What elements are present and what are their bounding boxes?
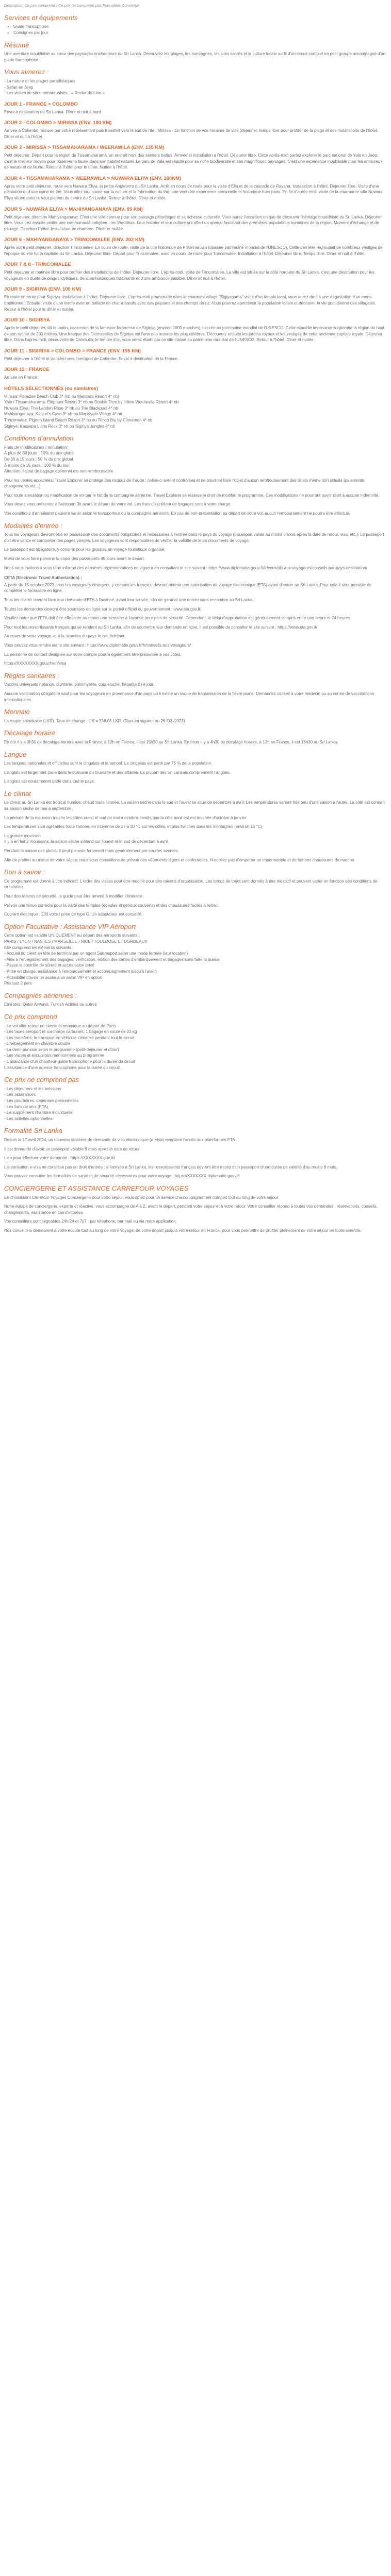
comprend-extra: L'assistance d'une agence francophone pour la durée du circuit. [4, 1065, 121, 1070]
day-title: JOUR 1 - FRANCE > COLOMBO [4, 101, 78, 107]
vous-aimerez-title: Vous aimerez : [4, 68, 49, 76]
concierge-text: Notre équipe de conciergerie, experte et réactive, vous accompagne de A à Z, avant le départ, pendant votre séjour et à votre retour. Votre conseiller répond à toutes vos demandes : réservations, conseils, changements, assistance en cas d'imprévu. [4, 1204, 378, 1215]
option-item: - Accueil du client en tête de terminal par un agent Sabresport selon une mode fermée (leur location) [4, 951, 188, 956]
bon-a-savoir-text: Courant électrique : 230 volts / prise de type G. Un adaptateur est conseillé. [4, 912, 143, 917]
eta-text: La personne de contact désignée sur votre compte pourra également être présentée à vos côtés. [4, 652, 182, 657]
eta-text: Pour tout les ressortissants français qui se rendent au Sri Lanka, afin de soumettre leur demande en ligne, il est possible de consulter le site suivant : https://www.eta.gov.lk [4, 624, 317, 630]
climat-text: Les températures sont agréables toute l'année, en moyenne de 27 à 30 °C sur les côtes, et plus fraîches dans les montagnes (environ 15 °C). [4, 824, 264, 829]
eta-text: Tous les clients devront faire leur demande d'ETA à l'avance, avant leur arrivée, afin de garantir une entrée sans encombre au Sri Lanka. [4, 598, 254, 602]
comprend-item: - Les transferts, le transport en véhicule climatisé pendant tout le circuit [4, 1035, 135, 1040]
hotel-line: Yala / Tissamaharama: Elephant Resort 3* nb ou Double Tree by Hilton Weerawila Resort 4* nb [4, 400, 179, 405]
ne-comprend-item: - Les assurances [4, 1092, 36, 1097]
ne-comprend-item: - Les frais de visa (ETA) [4, 1104, 48, 1109]
langue-title: Langue [4, 750, 27, 758]
day-text: Petit déjeuner et matinée libre pour profiter des installations de l'hôtel. Déjeuner libre. L'après-midi, visite de Trincomalee. La ville est située sur la côte nord-est du Sri Lanka, c'est une destination pour les voyageurs en quête de plages idylliques, de sites historiques fascinants et d'une ambiance paisible. Dîner et nuit à l'hôtel. [4, 270, 374, 281]
formalite-text: Il est demandé d'avoir un passeport valable 6 mois après la date de retour. [4, 1146, 141, 1151]
day-text: Après votre petit déjeuner, route vers Nuwara Eliya, la petite Angleterre du Sri Lanka. Arrêt en cours de route pour la visite d'Ella et de la cascade de Ravana. Installation à l'hôtel. Déjeuner libre. Visite d'une plantation et d'une usine de thé. Vous allez tout savoir sur la culture et la fabrication du thé, une véritable expérience sensorielle et historique hors pairs. En fin d'après-midi, visite de la charmante ville Nuwara Eliya située dans le haut plateau du centre du Sri Lanka. Retour à l'hôtel. Dîner et nuitée. [4, 183, 383, 201]
concierge-text: En choisissant Carrefour Voyages Conciergerie pour votre séjour, vous optez pour un service d'accompagnement complet tout au long de votre séjour. [4, 1195, 279, 1200]
compagnies-text: Emirates, Qatar Airways, Turkish Airlines ou autres [4, 1002, 97, 1007]
services-list [4, 24, 386, 36]
conditions-text: Vos conditions d'annulation peuvent varier selon le transporteur ou la compagnie aérienne. En cas de non-présentation au départ de votre vol, aucun remboursement ne pourra être effectué. [4, 511, 350, 516]
hotel-line: Mirissa: Paradise Beach Club 3* (nb ou Mandara Resort 4* nb) [4, 394, 119, 399]
comprend-item: - L'hébergement en chambre double [4, 1041, 71, 1046]
ne-comprend-title: Ce prix ne comprend pas [4, 1076, 79, 1084]
concierge-title: CONCIERGERIE ET ASSISTANCE CARREFOUR VOYAGES [4, 1184, 189, 1192]
day-text: Petit déjeuner à l'hôtel et transfert vers l'aéroport de Colombo. Envol à destination de la France. [4, 356, 179, 361]
climat-text: Le climat au Sri Lanka est tropical humide, chaud toute l'année. La saison sèche dans le sud et l'ouest se situe de décembre à avril. Les températures varient très peu d'une saison à l'autre. La côte est connaît sa saison sèche de mai à septembre. [4, 800, 385, 811]
day-text: Arrivée en France. [4, 375, 38, 380]
sanitaires-title: Règles sanitaires : [4, 671, 59, 680]
eta-text: Au cours de votre voyage, et à la situation du pays le cas échéant. [4, 634, 126, 639]
eta-text: À partir du 15 octobre 2023, tous les voyageurs étrangers, y compris les français, devront obtenir une autorisation de voyage électronique (ETA) avant d'entrer au Sri Lanka. Pour cela il sera possible de compléter le formulaire en ligne. [4, 582, 372, 594]
day-title: JOUR 2 - COLOMBO > MIRISSA (ENV. 180 KM) [4, 120, 112, 126]
conditions-text: Pour toute annulation ou modification de vol par le fait de la compagnie aérienne, Travel Explorer se réserve le droit de modifier le programme. Ces modifications ne pourront ouvrir droit à aucune indemnité. [4, 493, 380, 498]
conditions-line: Frais de modifications / annulation: [4, 445, 68, 450]
climat-text: La grande mousson [4, 833, 41, 838]
monnaie-text: La roupie srilankaise (LKR). Taux de change : 1 € = 336.05 LKR. (Taux en vigueur au 26 /03 /2023) [4, 718, 185, 723]
formalite-text: Vous pouvez consulter les formalités de santé et de sécurité nécessaires pour votre voyage : https://XXXXXXX.diplomatie.gouv.fr [4, 1174, 240, 1179]
concierge-text: Nos conseillers demeurent à votre écoute tout au long de votre voyage, de votre départ jusqu'à votre retour en France, pour vous permettre de profiter pleinement de votre séjour en toute sérénité. [4, 1228, 362, 1233]
day-title: JOUR 4 - TISSAMAHARAMA > WEERAWILA > NUWARA ELIYA (ENV. 180KM) [4, 176, 182, 181]
bon-a-savoir-text: Ce programme est donné à titre indicatif. L'ordre des visites peut être modifié pour des raisons d'organisation. Les temps de trajet sont donnés à titre indicatif et peuvent varier en fonction des conditions de circulation. [4, 878, 378, 890]
conditions-text: Pour les ventes acceptées, Travel Explorer se protège des risques de fraude ; celles-ci seront contrôlées et ne pourront faire l'objet d'aucun remboursement des billets même non utilisés (paiements, changements etc...). [4, 478, 365, 489]
eta-text: Toutes les demandes devront être soumises en ligne sur le portail officiel du gouvernement : www.eta.gov.lk [4, 606, 201, 612]
day-text: En route en route pour Sigiriya. Installation à l'hôtel. Déjeuner libre. L'après-midi promenade dans le charmant village "Sigiyagama" visite d'un temple local, vous aurez droit à une dégustation d'un menu traditionnel. Ensuite, visite d'une ferme avec un ballade en char à bœufs avec des paysans et des champs de riz. Vous pourrez apercevoir la population locale et découvrir la vie quotidienne des villageois. Retour à l'hôtel pour le dîner et nuitée. [4, 295, 377, 312]
formalite-text: L'autorisation e-visa ne constitue pas un droit d'entrée : à l'arrivée à Sri Lanka, les ressortissants français devront être munis d'un passeport d'une durée de validité d'au moins 6 mois. [4, 1164, 337, 1170]
page [0, 0, 391, 1242]
conditions-line: De 30 à 15 jours : 50 % du prix global [4, 456, 73, 462]
option-text: Cette option est valable UNIQUEMENT au départ des aéroports suivants : [4, 933, 140, 938]
conditions-line: À plus de 30 jours : 10% du prix global [4, 451, 75, 456]
day-text: Après le petit déjeuner, tôt le matin, ascension de la fameuse forteresse de Sigiriya (environ 1000 marches) classée au patrimoine mondial de l'UNESCO. Cette citadelle imposante surplombe la région du haut de son rocher de 200 mètres. Une fresque des Demoiselles de Sigiriya est l'une des œuvres les plus célèbres. Découvrez ensuite les jardins royaux et les vestiges de cette ancienne capitale royale. Déjeuner libre. Dans l'après-midi, découverte de Dambulla, le temple d'or, vous serez ébahi par ce site classé au patrimoine mondial de l'UNESCO. Retour à l'hôtel. Dîner et nuitée. [4, 325, 385, 343]
modalites-text: Nous vous invitons à vous tenir informé des dernières réglementations en vigueur en consultant le site suivant : https://www.diplomatie.gouv.fr/fr/conseils-aux-voyageurs/conseils-par-pays-destination/ [4, 565, 367, 570]
conditions-line: À moins de 15 jours : 100 % du tour [4, 463, 70, 468]
monnaie-title: Monnaie [4, 708, 30, 716]
day-title: JOUR 5 - NUWARA ELIYA > MAHIYANGANAYA (ENV. 95 KM) [4, 206, 143, 212]
option-price: Prix tout 2 pers [4, 981, 32, 986]
day-title: JOUR 9 - SIGIRIYA (ENV. 100 KM) [4, 286, 82, 293]
climat-text: Afin de profiter au mieux de votre séjour, nous vous conseillons de prévoir des vêtements légers et confortables. N'oubliez pas d'emporter un imperméable et de bonnes chaussures de marche. [4, 857, 355, 862]
decalage-text: En été il y a 3h30 de décalage horaire avec la France, à 12h en France, il est 15h30 au Sri Lanka. En hiver il y a 4h30 de décalage horaire, à 12h en France, il est 16h30 au Sri Lanka. [4, 739, 338, 744]
bon-a-savoir-text: Prévoir une tenue correcte pour la visite des temples (épaules et genoux couverts) et des chaussures faciles à retirer. [4, 903, 219, 908]
modalites-title: Modalités d'entrée : [4, 521, 63, 530]
vous-aimerez-item: - La nature et les plages paradisiaques [4, 79, 75, 84]
comprend-item: - L'assistance d'un chauffeur-guide francophone pour la durée du circuit [4, 1059, 135, 1064]
day-title: JOUR 3 - MIRISSA > TISSAMAHARAMA / WEERAWILA (ENV. 135 KM) [4, 145, 165, 151]
comprend-item: - La demi-pension selon le programme (petit-déjeuner et dîner) [4, 1047, 119, 1052]
day-title: JOUR 11 - SIGIRIYA > COLOMBO > FRANCE (ENV. 155 KM) [4, 348, 141, 354]
modalites-text: Tous les voyageurs devront être en possession des documents obligatoires et nécessaires à l'entrée dans le pays du voyage (passeport valide au moins 6 mois après la date de retour, visa, etc.). Le passeport doit être valide et comporter des pages vierges. Les voyageurs sont responsables de vérifier la validité de leurs documents de voyage. [4, 532, 384, 543]
hotel-line: Sigiriya: Kassapa Lions Rock 3* nb ou Sigiriya Jungles 4* nb [4, 423, 115, 429]
modalites-text: Le passeport est obligatoire, y compris pour les groupes en voyage touristique organisé. [4, 547, 166, 552]
hotel-line: Mahiyanganaya: Kassel's Casa 3* nb ou Mapitiyala Village 4* nb [4, 412, 122, 417]
day-title: JOUR 12 : FRANCE [4, 367, 50, 373]
day-text: Arrivée à Colombo, accueil par votre représentant puis transfert vers le sud de l'île : Mirissa - En fonction de vos horaires de vols (déjeuner, temps libre pour profiter de la plage et des installations de l'hôtel. Dîner et nuit à l'hôtel. [4, 128, 378, 139]
option-item: - Aide à l'enregistrement des bagages, vérification, édition des cartes d'embarquement et bagages sans faire la queue [4, 957, 220, 962]
climat-text: Il y a en fait 2 moussons, la saison sèche s'étend sur l'ouest et le sud de décembre à avril. [4, 839, 169, 844]
comprend-item: - Les taxes aéroport et surcharge carburant, 1 bagage en soute de 23 kg [4, 1029, 137, 1035]
formalite-title: Formalité Sri Lanka [4, 1127, 62, 1135]
option-text: PARIS / LYON / NANTES / MARSEILLE / NICE / TOULOUSE ET BORDEAUX [4, 939, 148, 944]
conditions-line: Attention, l'ajout de bagage optionnel est non remboursable. [4, 469, 115, 474]
day-text: Petit déjeuner. Départ pour la région de Tissamaharama, un endroit hors des sentiers battus. Arrivée et installation à l'hôtel. Déjeuner libre. Cette après-midi partez explorer le parc national de Yala en Jeep, c'est le meilleur moyen pour observer la faune dans son habitat naturel. Le parc de Yala est réputé pour sa riche biodiversité et ses magnifiques paysages. C'est une expérience inoubliable pour les amoureux de nature et de faune. Retour à l'hôtel pour le dîner. Nuitée à l'hôtel. [4, 153, 383, 170]
day-text: Après votre petit déjeuner, direction Trincomalee. En cours de route, visite de la cité historique de Polonnaruwa (classée patrimoine mondial de l'UNESCO). Cette dernière regroupait de nombreux vestiges de l'époque où elle fut la capitale du Sri Lanka. Déjeuner libre. Départ pour Trincomalee, avec en cours de route pour Trincomalee. Installation à l'hôtel. Déjeuner libre. Temps libre. Dîner et nuit à l'hôtel. [4, 245, 383, 256]
list-item: • Consignes par jour [13, 30, 386, 36]
climat-text: La période de la mousson touche les côtes ouest et sud de mai à octobre, tandis que la côte nord-est est touchée d'octobre à janvier. [4, 815, 248, 820]
concierge-text: Vos conseillers sont joignables 24h/24 et 7j/7 : par téléphone, par mail ou via notre application. [4, 1219, 177, 1224]
ne-comprend-item: - Les pourboires, dépenses personnelles [4, 1098, 79, 1104]
option-item: - Prise en charge, assistance à l'embarquement et accompagnement jusqu'à l'avion [4, 969, 157, 974]
day-text: Petit déjeuner, direction Mahiyanganaya. C'est une ville connue pour son passage pittoresque et sa richesse culturelle. Vous aurez l'occasion unique de découvrir l'héritage bouddhiste du Sri Lanka. Déjeuner libre. Vous irez ensuite visiter une communauté indigène : les Weddhas. Leur histoire et leur culture ont offert un aperçu fascinant des premières populations humaines de la région. Moment d'échange et de partage. Direction l'hôtel. Installation en chambre. Dîner et nuitée. [4, 214, 382, 231]
climat-text: Pendant la saison des pluies, il peut pleuvoir fortement mais généralement par courtes averses. [4, 849, 179, 854]
eta-text: https://XXXXXXXX.gouv.fr/en/visa [4, 661, 67, 666]
day-title: JOUR 6 - MAHIYANGANAYA > TRINCOMALEE (ENV. 202 KM) [4, 237, 144, 243]
bon-a-savoir-title: Bon à savoir : [4, 868, 45, 876]
vous-aimerez-item: - Les visites de sites remarquables : « Roche du Lion » [4, 91, 105, 96]
hotels-title: HÔTELS SÉLECTIONNÉS (ou similaires) [4, 385, 99, 392]
option-title: Option Facultative : Assistance VIP Aéroport [4, 922, 136, 930]
eta-text: Vous pouvez vous rendre sur le site suivant : https://www.diplomatie.gouv.fr/fr/conseils-aux-voyageurs/ [4, 642, 191, 648]
eta-text: Veuillez noter que l'ETA doit être effectuée au moins une semaine à l'avance pour plus de sécurité. Cependant, le délai d'approbation est généralement compris entre une heure et 24 heures. [4, 616, 351, 621]
comprend-item: - Le vol aller-retour en classe économique au départ de Paris [4, 1023, 116, 1028]
comprend-title: Ce prix comprend [4, 1012, 57, 1021]
ne-comprend-item: - Les activités optionnelles [4, 1116, 53, 1121]
ne-comprend-item: - Le supplément chambre individuelle [4, 1110, 73, 1115]
formalite-text: Depuis le 17 avril 2024, un nouveau système de demande de visa électronique (e-Visa) remplace l'accès aux plateformes ETA. [4, 1138, 236, 1142]
day-title: JOUR 10 - SIGIRIYA [4, 317, 50, 324]
conditions-title: Conditions d'annulation [4, 434, 74, 443]
ne-comprend-item: - Les déjeuners et les boissons [4, 1086, 61, 1091]
modalites-text: Merci de vous faire parvenir la copie des passeports 45 jours avant le départ. [4, 556, 145, 562]
resume-text: Une aventure inoubliable au cœur des paysages enchanteurs du Sri Lanka. Découvrez les plages, les montagnes, les sites sacrés et la culture locale au fil d'un circuit complet en petit groupe accompagné d'un guide francophone. [4, 52, 386, 62]
formalite-text: Lien pour effectuer votre demande : https://XXXXXXX.gov.lk/ [4, 1156, 115, 1161]
list-item: • Guide francophone [13, 24, 386, 30]
conditions-text: Vous devez vous présenter à l'aéroport 3h avant le départ de votre vol. Les frais d'excédent de bagages sont à votre charge. [4, 502, 232, 507]
climat-title: Le climat [4, 789, 31, 798]
vous-aimerez-item: - Safari en Jeep [4, 84, 34, 90]
bon-a-savoir-text: Pour des raisons de sécurité, le guide peut être amené à modifier l'itinéraire. [4, 894, 144, 899]
hotel-line: Trincomalee: Pigeon Island Beach Resort 3* nb ou Trinco Blu by Cinnamon 4* nb [4, 417, 153, 422]
option-item: - Passe le contrôle de sûreté et accès salon privé [4, 963, 94, 968]
eta-title: CETA (Electronic Travel Authorization) : [4, 575, 82, 581]
option-item: - Possibilité d'avoir un accès à un salon VIP en option [4, 975, 102, 980]
decalage-title: Décalage horaire [4, 729, 56, 737]
comprend-item: - Les visites et excursions mentionnées au programme [4, 1053, 104, 1058]
sanitaires-text: Aucune vaccination obligatoire sauf pour les voyageurs en provenance d'un pays où il existe un risque de transmission de la fièvre jaune. Demandez conseil à votre médecin ou au centre de vaccinations internationales. [4, 691, 374, 702]
compagnies-title: Compagnies aériennes : [4, 991, 77, 999]
option-text: Elle comprend les éléments suivants : [4, 945, 74, 950]
langue-text: L'anglais est largement parlé dans le domaine du tourisme et des affaires. La plupart des Sri Lankais comprennent l'anglais. [4, 770, 231, 775]
langue-text: L'anglais est couramment parlé dans tout le pays. [4, 779, 95, 784]
day-text: Envol à destination du Sri Lanka. Dîner et nuit à bord. [4, 109, 102, 114]
langue-text: Les langues nationales et officielles sont le cingalais et le tamoul. Le cingalais est parlé par 75 % de la population. [4, 761, 213, 766]
services-title: Services et équipements [4, 13, 78, 22]
hotel-line: Nuwara Eliya: The Landen Rose 3* nb ou The Blackpool 4* nb [4, 405, 118, 411]
resume-title: Résumé [4, 41, 29, 49]
intro-line: Description Ce prix comprend / Ce prix ne comprend pas Formalités Concierge [4, 3, 140, 8]
day-title: JOUR 7 & 8 - TRINCOMALEE [4, 262, 71, 268]
sanitaires-text: Vaccins universels (tétanos, diphtérie, poliomyélite, coqueluche, hépatite B) à jour. [4, 682, 155, 687]
